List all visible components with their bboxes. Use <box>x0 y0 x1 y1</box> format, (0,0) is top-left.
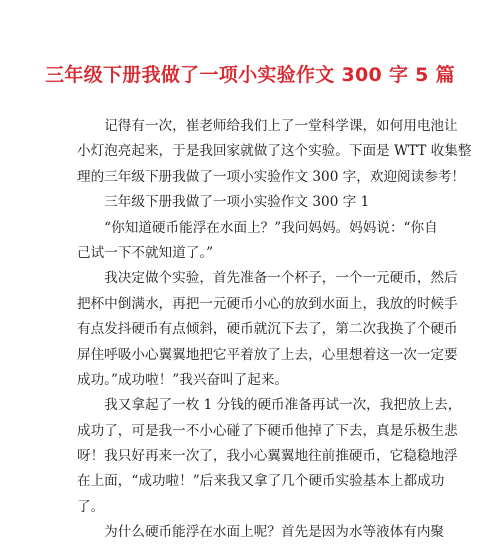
article-title: 三年级下册我做了一项小实验作文 300 字 5 篇 <box>45 64 455 86</box>
body-line: 我又拿起了一枚 1 分钱的硬币准备再试一次，我把放上去， <box>77 397 462 414</box>
body-line: 为什么硬币能浮在水面上呢？首先是因为水等液体有内聚 <box>77 524 445 541</box>
body-line: 屏住呼吸小心翼翼地把它平着放了上去，心里想着这一次一定要 <box>77 346 458 363</box>
body-line: 成功了，可是我一不小心碰了下硬币他掉了下去，真是乐极生悲 <box>77 422 458 439</box>
body-line: “你知道硬币能浮在水面上？”我问妈妈。妈妈说：“你自 <box>77 219 438 236</box>
body-line: 把杯中倒满水，再把一元硬币小心的放到水面上，我放的时候手 <box>77 295 458 312</box>
body-line: 记得有一次，崔老师给我们上了一堂科学课，如何用电池让 <box>77 118 458 134</box>
body-line: 在上面，“成功啦！”后来我又拿了几个硬币实验基本上都成功 <box>77 473 445 490</box>
article-body <box>77 114 472 546</box>
body-line: 己试一下不就知道了。” <box>77 244 214 261</box>
body-line: 理的三年级下册我做了一项小实验作文 300 字，欢迎阅读参考！ <box>77 168 466 185</box>
subheading-line: 三年级下册我做了一项小实验作文 300 字 1 <box>77 194 370 211</box>
body-line: 小灯泡亮起来，于是我回家就做了这个实验。下面是 WTT 收集整 <box>77 143 472 160</box>
body-line: 呀！我只好再来一次了，我小心翼翼地往前推硬币，它稳稳地浮 <box>77 448 458 465</box>
body-line: 了。 <box>77 498 105 515</box>
body-line: 我决定做个实验，首先准备一个杯子，一个一元硬币，然后 <box>77 270 458 287</box>
body-line: 有点发抖硬币有点倾斜，硬币就沉下去了，第二次我换了个硬币 <box>77 321 458 338</box>
body-line: 成功。”成功啦！”我兴奋叫了起来。 <box>77 371 289 388</box>
